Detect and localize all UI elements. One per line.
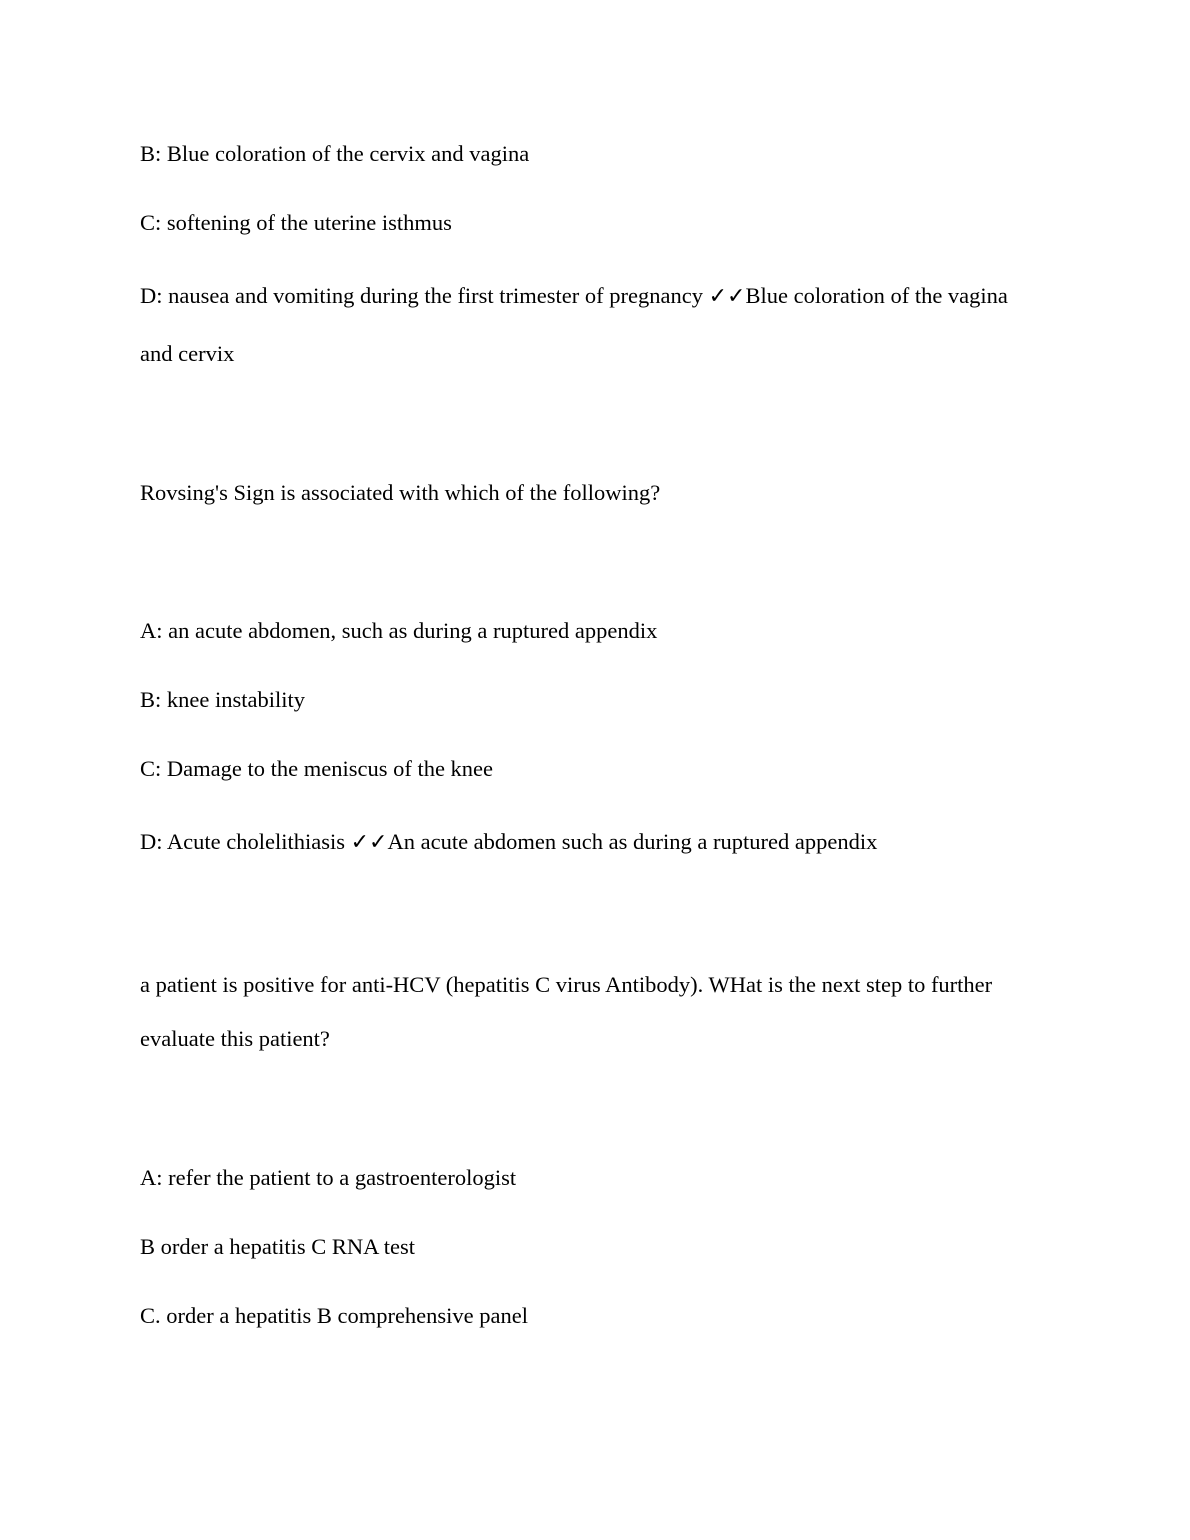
q2-option-a: A: an acute abdomen, such as during a ruptured appendix bbox=[140, 618, 658, 643]
q1-option-d: D: nausea and vomiting during the first trimester of pregnancy bbox=[140, 283, 703, 308]
q3-option-c: C. order a hepatitis B comprehensive panel bbox=[140, 1303, 529, 1328]
q2-option-c: C: Damage to the meniscus of the knee bbox=[140, 756, 494, 781]
q2-answer: An acute abdomen such as during a ruptured appendix bbox=[387, 829, 878, 854]
q3-option-a: A: refer the patient to a gastroenterologist bbox=[140, 1165, 517, 1190]
q1-option-b: B: Blue coloration of the cervix and vagina bbox=[140, 141, 530, 166]
q2-option-d-line bbox=[140, 827, 877, 858]
q3-question-line-1: a patient is positive for anti-HCV (hepatitis C virus Antibody). WHat is the next step to further bbox=[140, 972, 993, 997]
q1-answer-continued: and cervix bbox=[140, 341, 235, 366]
q1-answer: Blue coloration of the vagina bbox=[745, 283, 1008, 308]
q3-option-b: B order a hepatitis C RNA test bbox=[140, 1234, 415, 1259]
double-check-icon: ✓✓ bbox=[708, 284, 746, 309]
q2-question: Rovsing's Sign is associated with which of the following? bbox=[140, 480, 661, 505]
q2-option-d: D: Acute cholelithiasis bbox=[140, 829, 345, 854]
double-check-icon: ✓✓ bbox=[350, 830, 388, 855]
q1-option-d-line bbox=[140, 281, 1008, 312]
q3-question-line-2: evaluate this patient? bbox=[140, 1026, 330, 1051]
q2-option-b: B: knee instability bbox=[140, 687, 305, 712]
q1-option-c: C: softening of the uterine isthmus bbox=[140, 210, 452, 235]
